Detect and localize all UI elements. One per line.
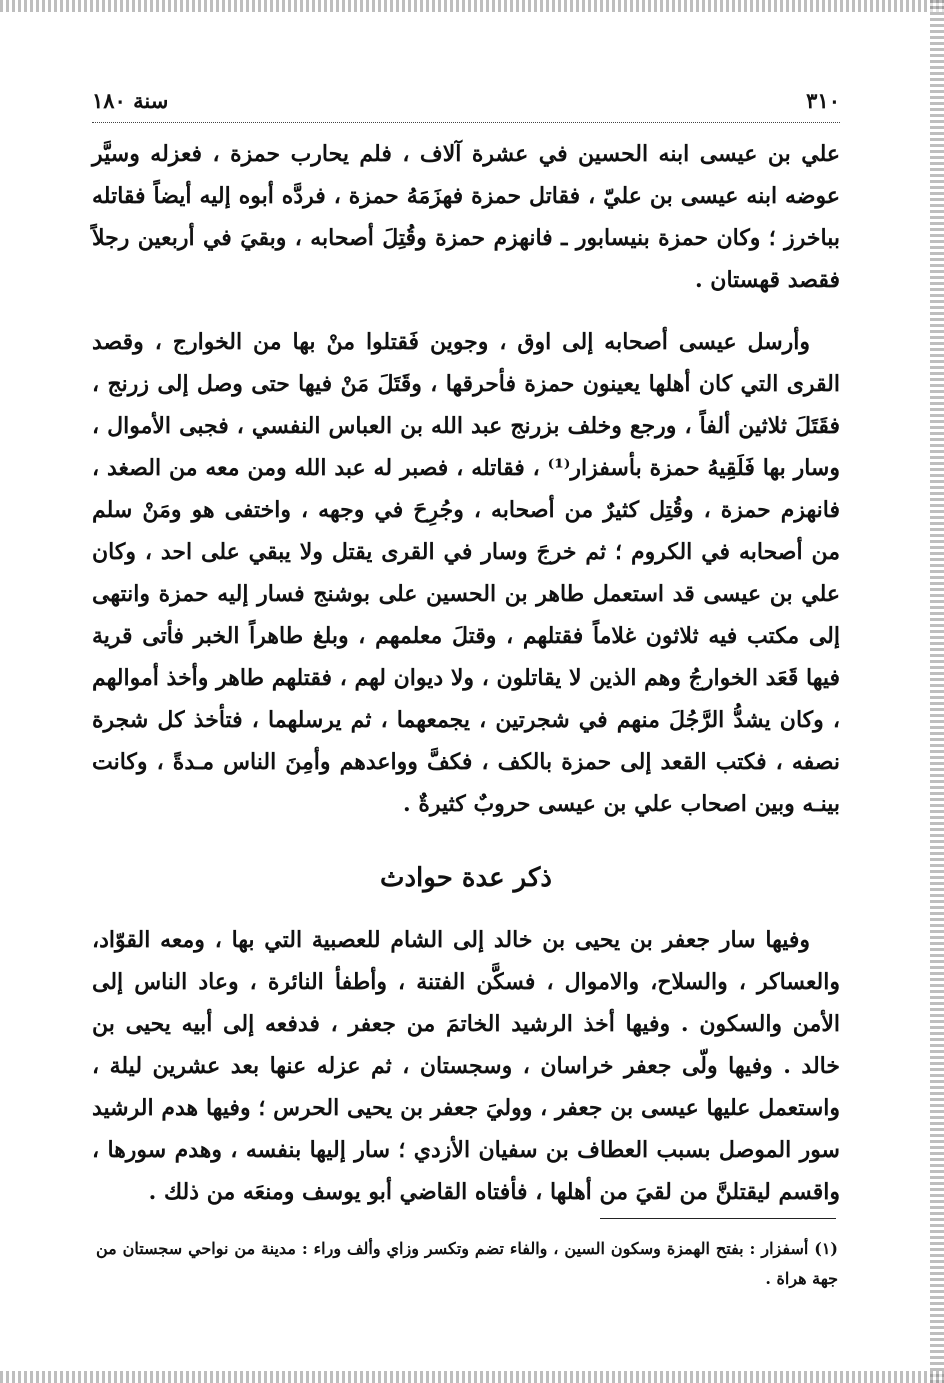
paragraph-1: علي بن عيسى ابنه الحسين في عشرة آلاف ، فلم يحارب حمزة ، فعزله وسيَّر عوضه ابنه عيسى بن عليّ ، فقاتل حمزة فهزَمَهُ حمزة ، فردَّه أبوه إليه أيضاً فقاتله بباخرز ؛ وكان حمزة بنيسابور ـ فانهزم حمزة وقُتِلَ أصحابه ، وبقيَ في أربعين رجلاً فقصد قهستان . xyxy=(92,141,840,293)
section-paragraph: وفيها سار جعفر بن يحيى بن خالد إلى الشام للعصبية التي بها ، ومعه القوّاد، والعساكر ، والسلاح، والاموال ، فسكَّن الفتنة ، وأطفأ النائرة ، وعاد الناس إلى الأمن والسكون . وفيها أخذ الرشيد الخاتمَ من جعفر ، فدفعه إلى أبيه يحيى بن خالد . وفيها ولّى جعفر خراسان ، وسجستان ، ثم عزله عنها بعد عشرين ليلة ، واستعمل عليها عيسى بن جعفر ، ووليَ جعفر بن يحيى الحرس ؛ وفيها هدم الرشيد سور الموصل بسبب العطاف بن سفيان الأزدي ؛ سار إليها بنفسه ، وهدم سورها ، واقسم ليقتلنَّ من لقيَ من أهلها ، فأفتاه القاضي أبو يوسف ومنعَه من ذلك . xyxy=(92,927,840,1205)
decorative-border-right xyxy=(930,0,944,1383)
year-label: سنة ١٨٠ xyxy=(92,88,169,113)
footnote-divider xyxy=(600,1218,836,1219)
running-header xyxy=(92,88,840,123)
page-body xyxy=(92,88,840,1213)
footnote: (١) أسفزار : بفتح الهمزة وسكون السين ، والفاء تضم وتكسر وزاي وألف وراء : مدينة من نواحي سجستان من جهة هراة . xyxy=(96,1239,838,1288)
decorative-border-top xyxy=(0,0,944,12)
section-heading: ذكر عدة حوادث xyxy=(380,863,552,893)
paragraph-2: وأرسل عيسى أصحابه إلى اوق ، وجوين فَقتلوا منْ بها من الخوارج ، وقصد القرى التي كان أهلها يعينون حمزة فأحرقها ، وقَتَلَ مَنْ فيها حتى وصل إلى زرنج ، فقَتَلَ ثلاثين ألفاً ، ورجع وخلف بزرنج عبد الله بن العباس النفسي ، فجبى الأموال ، وسار بها فَلَقِيهُ حمزة بأسفزار⁽¹⁾ ، فقاتله ، فصبر له عبد الله ومن معه من الصغد ، فانهزم حمزة ، وقُتِل كثيرٌ من أصحابه ، وجُرِحَ في وجهه ، واختفى هو ومَنْ سلم من أصحابه في الكروم ؛ ثم خرجَ وسار في القرى يقتل ولا يبقي على احد ، وكان علي بن عيسى قد استعمل طاهر بن الحسين على بوشنج فسار إليه حمزة وانتهى إلى مكتب فيه ثلاثون غلاماً فقتلهم ، وقتلَ معلمهم ، وبلغ طاهراً الخبر فأتى قرية فيها قَعَد الخوارجُ وهم الذين لا يقاتلون ، ولا ديوان لهم ، فقتلهم طاهر وأخذ أموالهم ، وكان يشدُّ الرَّجُلَ منهم في شجرتين ، يجمعهما ، ثم يرسلهما ، فتأخذ كل شجرة نصفه ، فكتب القعد إلى حمزة بالكف ، فكفَّ وواعدهم وأمِنَ الناس مـدةً ، وكانت بينـه وبين اصحاب علي بن عيسى حروبٌ كثيرةٌ . xyxy=(92,329,840,817)
decorative-border-bottom xyxy=(0,1371,944,1383)
page-number: ٣١٠ xyxy=(806,88,840,113)
